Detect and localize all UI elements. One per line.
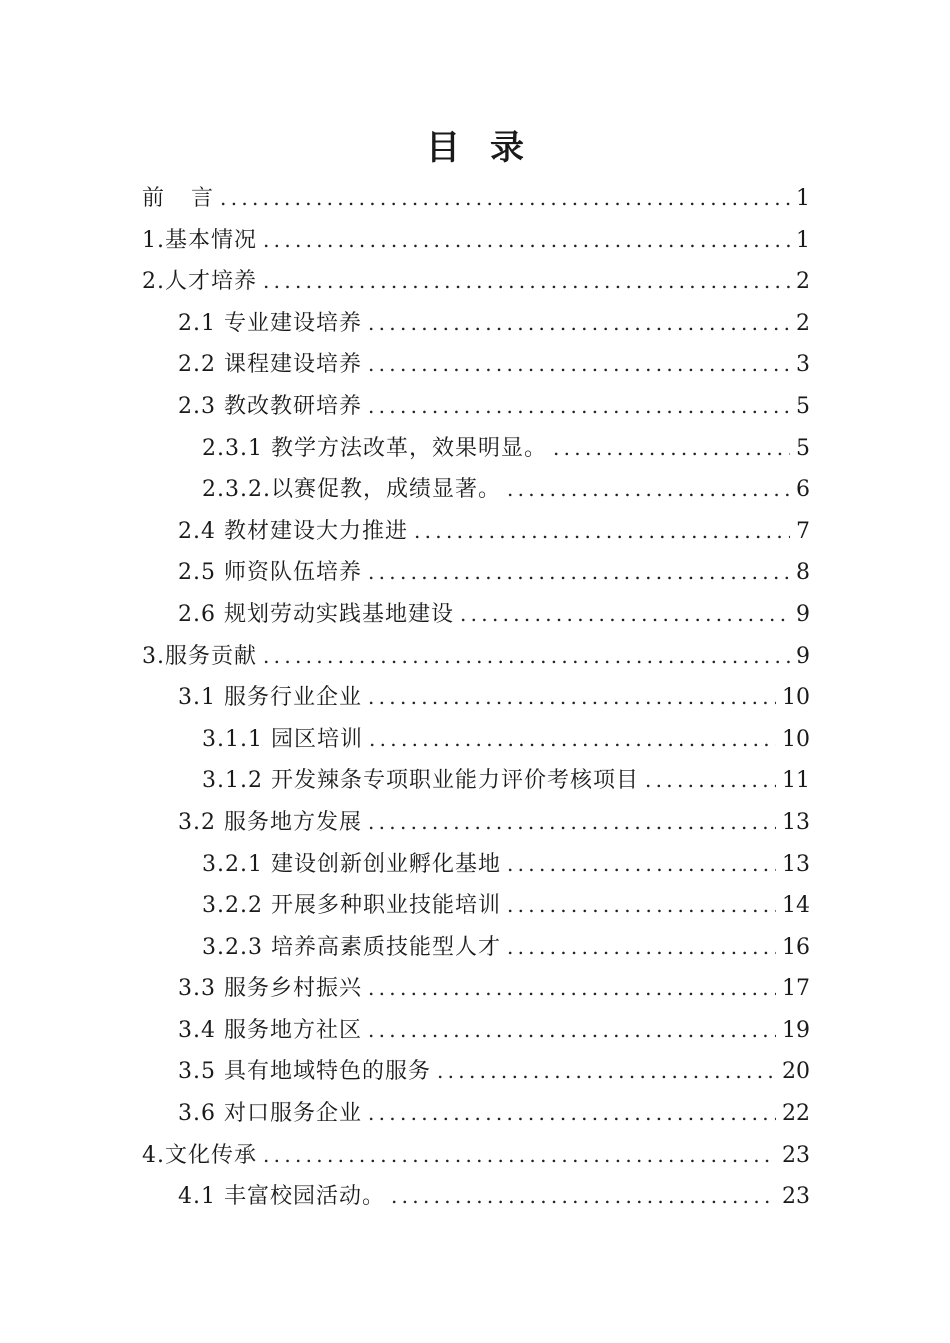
toc-page-number: 3 <box>796 352 810 378</box>
toc-entry[interactable] <box>142 1093 810 1135</box>
toc-entry-label-text: 3.1.1 园区培训 <box>202 726 363 752</box>
toc-entry[interactable] <box>142 469 810 511</box>
toc-entry[interactable] <box>142 677 810 719</box>
toc-page-number: 6 <box>796 477 810 503</box>
toc-page-number: 13 <box>782 809 810 835</box>
toc-entry[interactable] <box>142 885 810 927</box>
toc-entry[interactable] <box>142 719 810 761</box>
toc-page-number: 10 <box>782 685 810 711</box>
toc-dot-leader <box>369 719 776 761</box>
toc-dot-leader <box>263 636 790 678</box>
toc-page-number: 8 <box>796 560 810 586</box>
toc-dot-leader <box>460 594 790 636</box>
toc-page-number: 11 <box>782 768 810 794</box>
toc-entry-label <box>178 968 362 1010</box>
toc-dot-leader <box>368 802 776 844</box>
toc-entry-label <box>202 719 363 761</box>
toc-entry-label-text: 2.5 师资队伍培养 <box>178 560 362 586</box>
toc-dot-leader <box>391 1176 776 1218</box>
toc-entry-label <box>178 303 362 345</box>
toc-entry-label <box>202 469 501 511</box>
toc-entry-label-text: 2.2 课程建设培养 <box>178 352 362 378</box>
toc-dot-leader <box>414 511 790 553</box>
toc-dot-leader <box>645 760 776 802</box>
toc-entry-label <box>178 552 362 594</box>
toc-entry[interactable] <box>142 303 810 345</box>
toc-entry-label-text: 2.3 教改教研培养 <box>178 393 362 419</box>
toc-page-number: 22 <box>782 1101 810 1127</box>
toc-entry[interactable] <box>142 968 810 1010</box>
toc-dot-leader <box>507 885 776 927</box>
toc-entry-label <box>202 428 547 470</box>
toc-entry-label-text: 3.2 服务地方发展 <box>178 809 362 835</box>
toc-entry-label <box>142 636 257 678</box>
toc-page-number: 5 <box>796 393 810 419</box>
toc-entry[interactable] <box>142 552 810 594</box>
toc-entry-label <box>142 261 257 303</box>
toc-dot-leader <box>220 178 790 220</box>
toc-page-number: 1 <box>796 227 810 253</box>
toc-entry-label-text: 2.1 专业建设培养 <box>178 310 362 336</box>
toc-dot-leader <box>437 1051 776 1093</box>
toc-entry-label <box>178 594 454 636</box>
toc-entry[interactable] <box>142 178 810 220</box>
toc-entry[interactable] <box>142 1176 810 1218</box>
toc-entry-label-text: 2.4 教材建设大力推进 <box>178 518 408 544</box>
toc-page-number: 14 <box>782 893 810 919</box>
toc-entry[interactable] <box>142 428 810 470</box>
toc-entry[interactable] <box>142 1010 810 1052</box>
toc-title-char-2: 录 <box>490 128 524 168</box>
toc-entry-label-text: 3.3 服务乡村振兴 <box>178 976 362 1002</box>
toc-entry-label <box>178 386 362 428</box>
toc-entry-label-text: 3.服务贡献 <box>142 643 257 669</box>
toc-page-number: 19 <box>782 1017 810 1043</box>
toc-entry-label <box>178 344 362 386</box>
toc-entry-label-text: 3.2.3 培养高素质技能型人才 <box>202 934 501 960</box>
toc-entry-label <box>178 511 408 553</box>
toc-dot-leader <box>507 469 790 511</box>
toc-entry-label <box>178 802 362 844</box>
toc-dot-leader <box>263 261 790 303</box>
toc-entry[interactable] <box>142 802 810 844</box>
toc-dot-leader <box>368 344 790 386</box>
toc-page-number: 2 <box>796 310 810 336</box>
toc-entry[interactable] <box>142 636 810 678</box>
toc-entry[interactable] <box>142 1135 810 1177</box>
toc-entry-label-text: 3.2.1 建设创新创业孵化基地 <box>202 851 501 877</box>
toc-entry[interactable] <box>142 261 810 303</box>
toc-entry-label <box>202 885 501 927</box>
toc-title-char-1: 目 <box>426 128 460 168</box>
toc-entry-label-text: 1.基本情况 <box>142 227 257 253</box>
toc-entry-label <box>178 1093 362 1135</box>
toc-title <box>0 118 950 178</box>
toc-entry-label <box>142 1135 257 1177</box>
toc-entry-label-text: 2.3.2.以赛促教，成绩显著。 <box>202 477 501 503</box>
toc-page-number: 5 <box>796 435 810 461</box>
toc-dot-leader <box>263 220 790 262</box>
toc-entry[interactable] <box>142 344 810 386</box>
toc-entry-label <box>178 1176 385 1218</box>
toc-dot-leader <box>368 552 790 594</box>
toc-entry[interactable] <box>142 760 810 802</box>
toc-entry[interactable] <box>142 220 810 262</box>
toc-entry-label <box>142 178 214 220</box>
toc-dot-leader <box>368 386 790 428</box>
toc-list <box>142 178 810 1218</box>
toc-entry-label <box>178 677 362 719</box>
toc-dot-leader <box>263 1135 776 1177</box>
toc-entry-label <box>178 1051 431 1093</box>
toc-entry-label-text-2: 言 <box>191 186 215 211</box>
toc-page-number: 7 <box>796 518 810 544</box>
toc-entry-label-text: 2.6 规划劳动实践基地建设 <box>178 601 454 627</box>
toc-entry[interactable] <box>142 927 810 969</box>
toc-entry[interactable] <box>142 844 810 886</box>
toc-page-number: 13 <box>782 851 810 877</box>
toc-dot-leader <box>368 1093 776 1135</box>
toc-page-number: 16 <box>782 934 810 960</box>
toc-page-number: 17 <box>782 976 810 1002</box>
toc-dot-leader <box>368 303 790 345</box>
toc-entry-label-text: 3.5 具有地域特色的服务 <box>178 1059 431 1085</box>
toc-dot-leader <box>507 927 776 969</box>
toc-page-number: 23 <box>782 1142 810 1168</box>
toc-entry-label <box>202 844 501 886</box>
toc-entry-label-text: 3.6 对口服务企业 <box>178 1101 362 1127</box>
toc-entry-label-text: 3.1.2 开发辣条专项职业能力评价考核项目 <box>202 768 639 794</box>
toc-page-number: 9 <box>796 643 810 669</box>
toc-dot-leader <box>507 844 776 886</box>
toc-entry-label-text: 4.文化传承 <box>142 1142 257 1168</box>
toc-dot-leader <box>368 968 776 1010</box>
toc-page-number: 10 <box>782 726 810 752</box>
toc-dot-leader <box>553 428 790 470</box>
toc-dot-leader <box>368 1010 776 1052</box>
toc-entry-label <box>202 927 501 969</box>
toc-page-number: 1 <box>796 186 810 211</box>
toc-dot-leader <box>368 677 776 719</box>
toc-entry-label <box>142 220 257 262</box>
toc-entry[interactable] <box>142 386 810 428</box>
toc-page-number: 20 <box>782 1059 810 1085</box>
toc-entry-label-text: 前 <box>142 186 166 211</box>
toc-entry[interactable] <box>142 511 810 553</box>
toc-entry-label <box>178 1010 362 1052</box>
toc-page-number: 23 <box>782 1184 810 1210</box>
toc-entry-label-text: 3.4 服务地方社区 <box>178 1017 362 1043</box>
toc-page-number: 9 <box>796 601 810 627</box>
toc-entry-label-text: 2.3.1 教学方法改革，效果明显。 <box>202 435 547 461</box>
toc-entry-label-text: 4.1 丰富校园活动。 <box>178 1184 385 1210</box>
toc-entry-label-text: 3.1 服务行业企业 <box>178 685 362 711</box>
toc-entry-label-text: 3.2.2 开展多种职业技能培训 <box>202 893 501 919</box>
toc-entry-label-text: 2.人才培养 <box>142 269 257 295</box>
toc-entry-label <box>202 760 639 802</box>
toc-page-number: 2 <box>796 269 810 295</box>
toc-entry[interactable] <box>142 1051 810 1093</box>
toc-entry[interactable] <box>142 594 810 636</box>
